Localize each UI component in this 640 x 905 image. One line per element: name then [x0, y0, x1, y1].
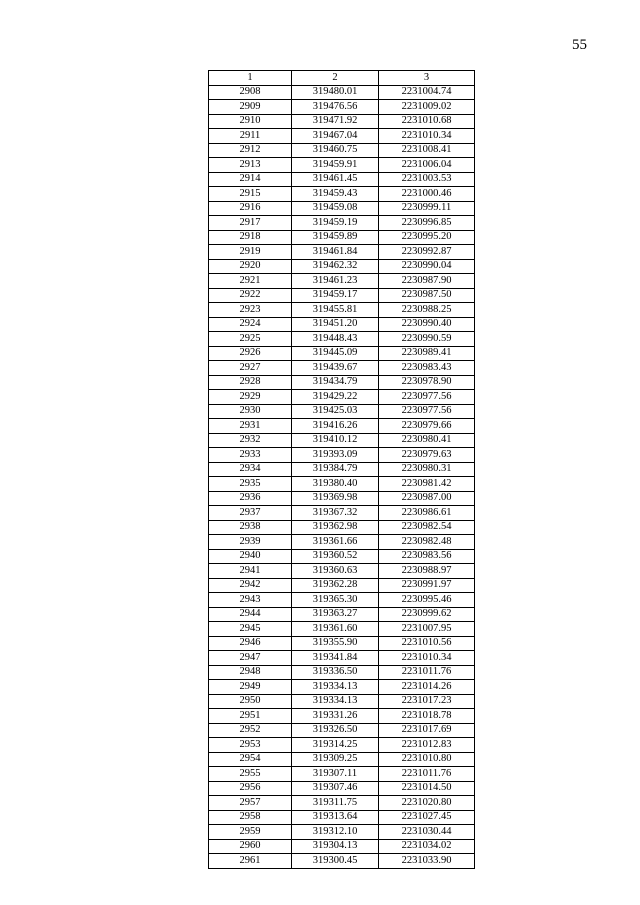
- point-number-cell: 2949: [209, 680, 292, 695]
- y-coordinate-cell: 2230991.97: [379, 578, 475, 593]
- y-coordinate-cell: 2231007.95: [379, 622, 475, 637]
- x-coordinate-cell: 319361.60: [292, 622, 379, 637]
- y-coordinate-cell: 2230981.42: [379, 477, 475, 492]
- y-coordinate-cell: 2231014.50: [379, 781, 475, 796]
- y-coordinate-cell: 2231012.83: [379, 738, 475, 753]
- point-number-cell: 2936: [209, 491, 292, 506]
- table-row: [209, 462, 475, 477]
- x-coordinate-cell: 319462.32: [292, 259, 379, 274]
- point-number-cell: 2947: [209, 651, 292, 666]
- point-number-cell: 2926: [209, 346, 292, 361]
- y-coordinate-cell: 2231011.76: [379, 767, 475, 782]
- x-coordinate-cell: 319326.50: [292, 723, 379, 738]
- y-coordinate-cell: 2231000.46: [379, 187, 475, 202]
- y-coordinate-cell: 2231006.04: [379, 158, 475, 173]
- point-number-cell: 2924: [209, 317, 292, 332]
- x-coordinate-cell: 319355.90: [292, 636, 379, 651]
- y-coordinate-cell: 2231014.26: [379, 680, 475, 695]
- x-coordinate-cell: 319334.13: [292, 680, 379, 695]
- table-row: [209, 564, 475, 579]
- x-coordinate-cell: 319448.43: [292, 332, 379, 347]
- table-row: [209, 332, 475, 347]
- table-row: [209, 303, 475, 318]
- y-coordinate-cell: 2230999.11: [379, 201, 475, 216]
- y-coordinate-cell: 2231033.90: [379, 854, 475, 869]
- point-number-cell: 2925: [209, 332, 292, 347]
- x-coordinate-cell: 319425.03: [292, 404, 379, 419]
- y-coordinate-cell: 2230996.85: [379, 216, 475, 231]
- y-coordinate-cell: 2231017.69: [379, 723, 475, 738]
- y-coordinate-cell: 2230987.90: [379, 274, 475, 289]
- point-number-cell: 2937: [209, 506, 292, 521]
- point-number-cell: 2958: [209, 810, 292, 825]
- y-coordinate-cell: 2230995.46: [379, 593, 475, 608]
- column-header-x: 2: [292, 71, 379, 86]
- table-header-row: [209, 71, 475, 86]
- point-number-cell: 2929: [209, 390, 292, 405]
- table-row: [209, 752, 475, 767]
- table-row: [209, 274, 475, 289]
- point-number-cell: 2948: [209, 665, 292, 680]
- x-coordinate-cell: 319459.43: [292, 187, 379, 202]
- x-coordinate-cell: 319384.79: [292, 462, 379, 477]
- point-number-cell: 2911: [209, 129, 292, 144]
- point-number-cell: 2956: [209, 781, 292, 796]
- point-number-cell: 2922: [209, 288, 292, 303]
- x-coordinate-cell: 319461.23: [292, 274, 379, 289]
- point-number-cell: 2954: [209, 752, 292, 767]
- table-row: [209, 85, 475, 100]
- x-coordinate-cell: 319361.66: [292, 535, 379, 550]
- table-row: [209, 114, 475, 129]
- y-coordinate-cell: 2230982.54: [379, 520, 475, 535]
- y-coordinate-cell: 2231018.78: [379, 709, 475, 724]
- x-coordinate-cell: 319314.25: [292, 738, 379, 753]
- point-number-cell: 2913: [209, 158, 292, 173]
- x-coordinate-cell: 319311.75: [292, 796, 379, 811]
- y-coordinate-cell: 2231009.02: [379, 100, 475, 115]
- x-coordinate-cell: 319362.28: [292, 578, 379, 593]
- table-row: [209, 549, 475, 564]
- y-coordinate-cell: 2231004.74: [379, 85, 475, 100]
- table-row: [209, 781, 475, 796]
- y-coordinate-cell: 2231003.53: [379, 172, 475, 187]
- y-coordinate-cell: 2230999.62: [379, 607, 475, 622]
- table-row: [209, 578, 475, 593]
- column-header-point: 1: [209, 71, 292, 86]
- x-coordinate-cell: 319460.75: [292, 143, 379, 158]
- x-coordinate-cell: 319360.63: [292, 564, 379, 579]
- point-number-cell: 2934: [209, 462, 292, 477]
- y-coordinate-cell: 2230980.41: [379, 433, 475, 448]
- x-coordinate-cell: 319365.30: [292, 593, 379, 608]
- point-number-cell: 2945: [209, 622, 292, 637]
- point-number-cell: 2909: [209, 100, 292, 115]
- table-row: [209, 187, 475, 202]
- x-coordinate-cell: 319451.20: [292, 317, 379, 332]
- table-row: [209, 477, 475, 492]
- x-coordinate-cell: 319312.10: [292, 825, 379, 840]
- y-coordinate-cell: 2230988.25: [379, 303, 475, 318]
- point-number-cell: 2927: [209, 361, 292, 376]
- x-coordinate-cell: 319459.19: [292, 216, 379, 231]
- point-number-cell: 2928: [209, 375, 292, 390]
- x-coordinate-cell: 319455.81: [292, 303, 379, 318]
- table-row: [209, 433, 475, 448]
- table-row: [209, 854, 475, 869]
- x-coordinate-cell: 319313.64: [292, 810, 379, 825]
- table-row: [209, 361, 475, 376]
- point-number-cell: 2914: [209, 172, 292, 187]
- x-coordinate-cell: 319307.46: [292, 781, 379, 796]
- y-coordinate-cell: 2231010.34: [379, 651, 475, 666]
- x-coordinate-cell: 319480.01: [292, 85, 379, 100]
- table-row: [209, 810, 475, 825]
- table-row: [209, 723, 475, 738]
- table-row: [209, 143, 475, 158]
- point-number-cell: 2955: [209, 767, 292, 782]
- x-coordinate-cell: 319434.79: [292, 375, 379, 390]
- x-coordinate-cell: 319461.84: [292, 245, 379, 260]
- y-coordinate-cell: 2230977.56: [379, 404, 475, 419]
- table-body: [209, 85, 475, 868]
- y-coordinate-cell: 2230979.63: [379, 448, 475, 463]
- y-coordinate-cell: 2230986.61: [379, 506, 475, 521]
- y-coordinate-cell: 2230992.87: [379, 245, 475, 260]
- point-number-cell: 2952: [209, 723, 292, 738]
- table-row: [209, 680, 475, 695]
- table-row: [209, 259, 475, 274]
- y-coordinate-cell: 2231017.23: [379, 694, 475, 709]
- y-coordinate-cell: 2230995.20: [379, 230, 475, 245]
- table-row: [209, 839, 475, 854]
- page-number: 55: [572, 37, 587, 53]
- y-coordinate-cell: 2230990.59: [379, 332, 475, 347]
- table-row: [209, 622, 475, 637]
- x-coordinate-cell: 319369.98: [292, 491, 379, 506]
- y-coordinate-cell: 2230990.04: [379, 259, 475, 274]
- table-row: [209, 230, 475, 245]
- y-coordinate-cell: 2230983.43: [379, 361, 475, 376]
- point-number-cell: 2941: [209, 564, 292, 579]
- table-row: [209, 651, 475, 666]
- table-row: [209, 158, 475, 173]
- x-coordinate-cell: 319304.13: [292, 839, 379, 854]
- point-number-cell: 2923: [209, 303, 292, 318]
- point-number-cell: 2951: [209, 709, 292, 724]
- table-row: [209, 448, 475, 463]
- x-coordinate-cell: 319362.98: [292, 520, 379, 535]
- y-coordinate-cell: 2231027.45: [379, 810, 475, 825]
- point-number-cell: 2916: [209, 201, 292, 216]
- table-row: [209, 767, 475, 782]
- y-coordinate-cell: 2230982.48: [379, 535, 475, 550]
- x-coordinate-cell: 319476.56: [292, 100, 379, 115]
- point-number-cell: 2957: [209, 796, 292, 811]
- point-number-cell: 2933: [209, 448, 292, 463]
- table-row: [209, 129, 475, 144]
- x-coordinate-cell: 319307.11: [292, 767, 379, 782]
- point-number-cell: 2920: [209, 259, 292, 274]
- point-number-cell: 2943: [209, 593, 292, 608]
- x-coordinate-cell: 319467.04: [292, 129, 379, 144]
- y-coordinate-cell: 2231010.68: [379, 114, 475, 129]
- y-coordinate-cell: 2231020.80: [379, 796, 475, 811]
- x-coordinate-cell: 319471.92: [292, 114, 379, 129]
- point-number-cell: 2931: [209, 419, 292, 434]
- y-coordinate-cell: 2230977.56: [379, 390, 475, 405]
- table-row: [209, 419, 475, 434]
- table-row: [209, 216, 475, 231]
- column-header-y: 3: [379, 71, 475, 86]
- table-row: [209, 825, 475, 840]
- x-coordinate-cell: 319393.09: [292, 448, 379, 463]
- table-row: [209, 172, 475, 187]
- y-coordinate-cell: 2231008.41: [379, 143, 475, 158]
- y-coordinate-cell: 2231030.44: [379, 825, 475, 840]
- x-coordinate-cell: 319459.91: [292, 158, 379, 173]
- x-coordinate-cell: 319309.25: [292, 752, 379, 767]
- x-coordinate-cell: 319363.27: [292, 607, 379, 622]
- table-row: [209, 535, 475, 550]
- table-row: [209, 100, 475, 115]
- table-row: [209, 245, 475, 260]
- y-coordinate-cell: 2230989.41: [379, 346, 475, 361]
- point-number-cell: 2942: [209, 578, 292, 593]
- x-coordinate-cell: 319380.40: [292, 477, 379, 492]
- x-coordinate-cell: 319429.22: [292, 390, 379, 405]
- y-coordinate-cell: 2230987.50: [379, 288, 475, 303]
- y-coordinate-cell: 2230978.90: [379, 375, 475, 390]
- point-number-cell: 2918: [209, 230, 292, 245]
- point-number-cell: 2960: [209, 839, 292, 854]
- point-number-cell: 2938: [209, 520, 292, 535]
- point-number-cell: 2950: [209, 694, 292, 709]
- x-coordinate-cell: 319416.26: [292, 419, 379, 434]
- y-coordinate-cell: 2230987.00: [379, 491, 475, 506]
- point-number-cell: 2919: [209, 245, 292, 260]
- x-coordinate-cell: 319300.45: [292, 854, 379, 869]
- x-coordinate-cell: 319461.45: [292, 172, 379, 187]
- x-coordinate-cell: 319334.13: [292, 694, 379, 709]
- x-coordinate-cell: 319459.08: [292, 201, 379, 216]
- y-coordinate-cell: 2231010.56: [379, 636, 475, 651]
- table-row: [209, 796, 475, 811]
- point-number-cell: 2946: [209, 636, 292, 651]
- point-number-cell: 2953: [209, 738, 292, 753]
- table-row: [209, 390, 475, 405]
- table-row: [209, 201, 475, 216]
- point-number-cell: 2930: [209, 404, 292, 419]
- point-number-cell: 2912: [209, 143, 292, 158]
- x-coordinate-cell: 319331.26: [292, 709, 379, 724]
- point-number-cell: 2908: [209, 85, 292, 100]
- point-number-cell: 2932: [209, 433, 292, 448]
- point-number-cell: 2961: [209, 854, 292, 869]
- x-coordinate-cell: 319410.12: [292, 433, 379, 448]
- x-coordinate-cell: 319459.17: [292, 288, 379, 303]
- table-row: [209, 404, 475, 419]
- y-coordinate-cell: 2231011.76: [379, 665, 475, 680]
- y-coordinate-cell: 2231010.34: [379, 129, 475, 144]
- point-number-cell: 2915: [209, 187, 292, 202]
- table-row: [209, 491, 475, 506]
- table-row: [209, 506, 475, 521]
- table-row: [209, 738, 475, 753]
- point-number-cell: 2935: [209, 477, 292, 492]
- point-number-cell: 2959: [209, 825, 292, 840]
- x-coordinate-cell: 319341.84: [292, 651, 379, 666]
- table-row: [209, 520, 475, 535]
- x-coordinate-cell: 319360.52: [292, 549, 379, 564]
- table-row: [209, 636, 475, 651]
- table-row: [209, 709, 475, 724]
- table-row: [209, 317, 475, 332]
- point-number-cell: 2944: [209, 607, 292, 622]
- x-coordinate-cell: 319445.09: [292, 346, 379, 361]
- table-row: [209, 346, 475, 361]
- point-number-cell: 2917: [209, 216, 292, 231]
- x-coordinate-cell: 319459.89: [292, 230, 379, 245]
- y-coordinate-cell: 2230983.56: [379, 549, 475, 564]
- point-number-cell: 2939: [209, 535, 292, 550]
- x-coordinate-cell: 319367.32: [292, 506, 379, 521]
- table-row: [209, 288, 475, 303]
- table-row: [209, 665, 475, 680]
- y-coordinate-cell: 2230979.66: [379, 419, 475, 434]
- y-coordinate-cell: 2230990.40: [379, 317, 475, 332]
- table-row: [209, 593, 475, 608]
- table-row: [209, 607, 475, 622]
- point-number-cell: 2940: [209, 549, 292, 564]
- y-coordinate-cell: 2230980.31: [379, 462, 475, 477]
- y-coordinate-cell: 2231034.02: [379, 839, 475, 854]
- table-row: [209, 694, 475, 709]
- x-coordinate-cell: 319439.67: [292, 361, 379, 376]
- point-number-cell: 2910: [209, 114, 292, 129]
- table-row: [209, 375, 475, 390]
- x-coordinate-cell: 319336.50: [292, 665, 379, 680]
- point-number-cell: 2921: [209, 274, 292, 289]
- y-coordinate-cell: 2230988.97: [379, 564, 475, 579]
- y-coordinate-cell: 2231010.80: [379, 752, 475, 767]
- coordinates-table: [208, 70, 475, 869]
